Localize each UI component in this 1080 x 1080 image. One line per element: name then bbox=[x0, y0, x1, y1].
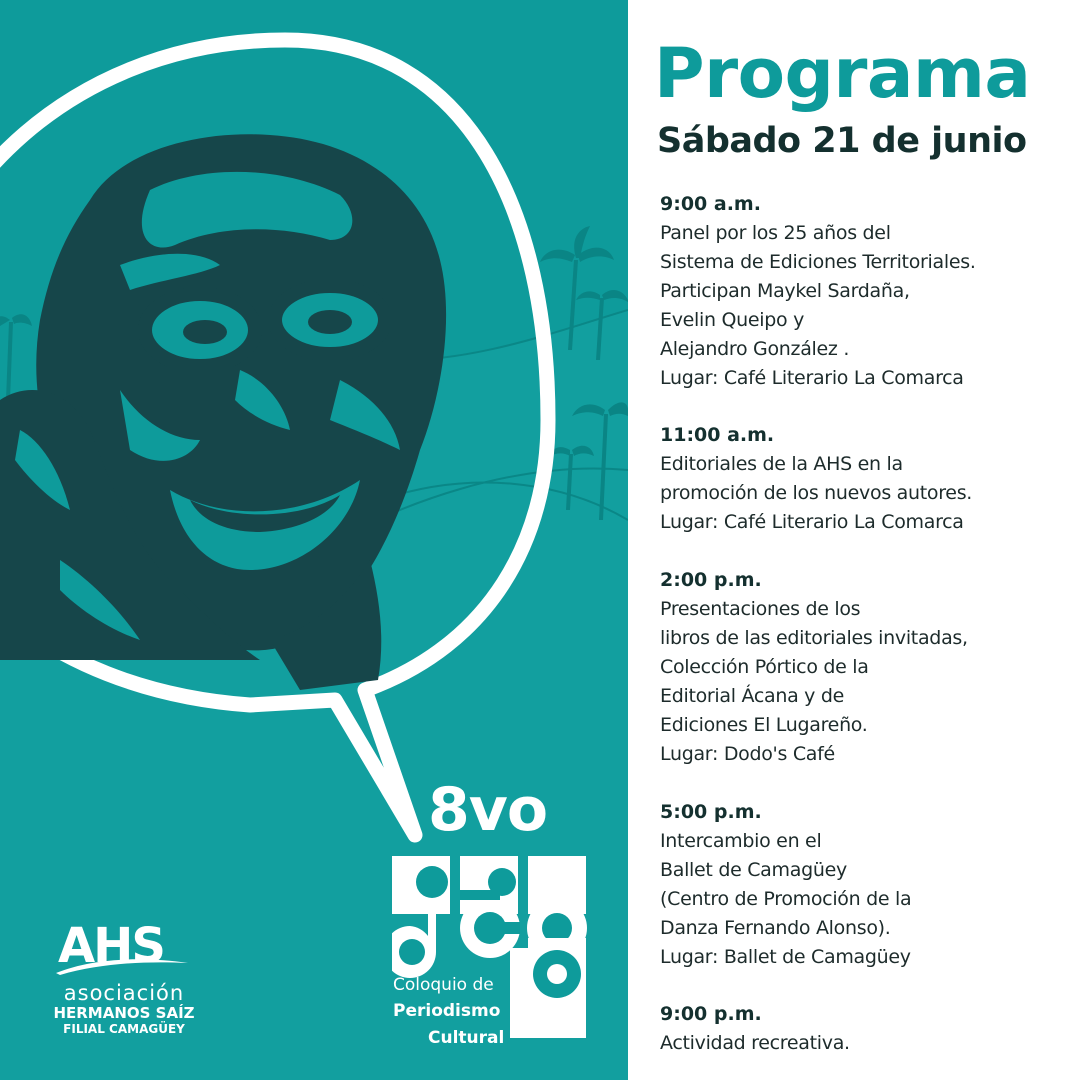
event-line: Presentaciones de los bbox=[660, 598, 861, 620]
event-line: Participan Maykel Sardaña, bbox=[660, 280, 910, 302]
event-line: Sistema de Ediciones Territoriales. bbox=[660, 251, 976, 273]
coloquio-line2: Periodismo bbox=[393, 1001, 501, 1021]
event-line: Colección Pórtico de la bbox=[660, 656, 869, 678]
event-line: Danza Fernando Alonso). bbox=[660, 917, 891, 939]
event-line: Lugar: Café Literario La Comarca bbox=[660, 367, 964, 389]
event-item bbox=[660, 566, 1075, 769]
event-line: Actividad recreativa. bbox=[660, 1032, 850, 1054]
ahs-line3: FILIAL CAMAGÜEY bbox=[63, 1022, 185, 1036]
event-line: Editoriales de la AHS en la bbox=[660, 453, 903, 475]
event-line: Ediciones El Lugareño. bbox=[660, 714, 868, 736]
ahs-line1: asociación bbox=[63, 981, 185, 1005]
event-line: Intercambio en el bbox=[660, 830, 822, 852]
program-title: Programa bbox=[654, 34, 1031, 114]
ahs-swoosh-icon bbox=[56, 955, 188, 975]
event-line: (Centro de Promoción de la bbox=[660, 888, 912, 910]
program-date: Sábado 21 de junio bbox=[657, 121, 1027, 161]
event-time: 9:00 a.m. bbox=[660, 193, 761, 215]
event-line: Lugar: Café Literario La Comarca bbox=[660, 511, 964, 533]
event-line: Lugar: Ballet de Camagüey bbox=[660, 946, 911, 968]
event-time: 5:00 p.m. bbox=[660, 801, 762, 823]
event-item bbox=[660, 1000, 1075, 1058]
event-item bbox=[660, 798, 1075, 972]
event-time: 2:00 p.m. bbox=[660, 569, 762, 591]
coloquio-line1: Coloquio de bbox=[393, 975, 494, 995]
event-line: Editorial Ácana y de bbox=[660, 685, 844, 707]
event-time: 11:00 a.m. bbox=[660, 424, 775, 446]
event-item bbox=[660, 190, 1075, 393]
event-line: promoción de los nuevos autores. bbox=[660, 482, 973, 504]
edition-number: 8vo bbox=[428, 775, 548, 845]
event-list bbox=[660, 190, 1075, 1058]
event-line: Evelin Queipo y bbox=[660, 309, 805, 331]
event-line: Panel por los 25 años del bbox=[660, 222, 891, 244]
event-line: Alejandro González . bbox=[660, 338, 850, 360]
event-time: 9:00 p.m. bbox=[660, 1003, 762, 1025]
ahs-line2: HERMANOS SAÍZ bbox=[53, 1004, 195, 1022]
event-line: Lugar: Dodo's Café bbox=[660, 743, 835, 765]
event-line: libros de las editoriales invitadas, bbox=[660, 627, 968, 649]
coloquio-line3: Cultural bbox=[428, 1028, 505, 1048]
ahs-logo: AHS bbox=[58, 918, 164, 974]
event-item bbox=[660, 421, 1075, 537]
event-line: Ballet de Camagüey bbox=[660, 859, 847, 881]
